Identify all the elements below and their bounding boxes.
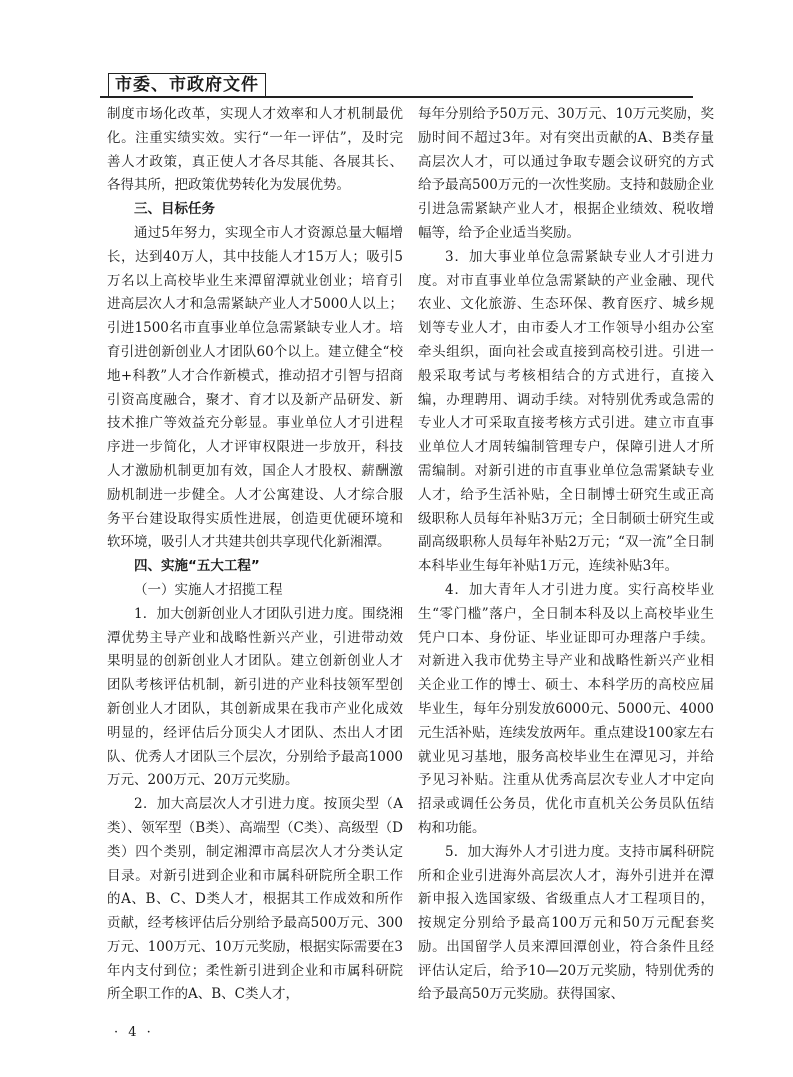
paragraph: （一）实施人才招揽工程 <box>134 581 283 598</box>
right-column <box>418 103 714 1023</box>
paragraph: 通过5年努力，实现全市人才资源总量大幅增长，达到40万人，其中技能人才15万人；吸引5万名以上高校毕业生来潭留潭就业创业；培育引进高层次人才和急需紧缺产业人才5000人以上；引进1500名市直事业单位急需紧缺专业人才。培育引进创新创业人才团队60个以上。建立健全“校地+科教”人才合作新模式，推动招才引智与招商引资高度融合，聚才、育才以及新产品研发、新技术推广等效益充分彰显。事业单位人才引进程序进一步简化，人才评审权限进一步放开，科技人才激励机制更加有效，国企人才股权、薪酬激励机制进一步健全。人才公寓建设、人才综合服务平台建设取得实质性进展，创造更优硬环境和软环境，吸引人才共建共创共享现代化新湘潭。 <box>107 224 403 551</box>
section-header-title: 市委、市政府文件 <box>108 73 266 97</box>
paragraph: 4．加大青年人才引进力度。实行高校毕业生“零门槛”落户，全日制本科及以上高校毕业生凭户口本、身份证、毕业证即可办理落户手续。对新进入我市优势主导产业和战略性新兴产业相关企业工作的博士、硕士、本科学历的高校应届毕业生，每年分别发放6000元、5000元、4000元生活补贴，连续发放两年。重点建设100家左右就业见习基地，服务高校毕业生在潭见习，并给予见习补贴。注重从优秀高层次专业人才中定向招录或调任公务员，优化市直机关公务员队伍结构和功能。 <box>418 581 714 836</box>
left-column <box>107 103 403 1023</box>
paragraph: 制度市场化改革，实现人才效率和人才机制最优化。注重实绩实效。实行“一年一评估”，及时完善人才政策，真正使人才各尽其能、各展其长、各得其所，把政策优势转化为发展优势。 <box>107 106 403 194</box>
paragraph: 1．加大创新创业人才团队引进力度。围绕湘潭优势主导产业和战略性新兴产业，引进带动效果明显的创新创业人才团队。建立创新创业人才团队考核评估机制，新引进的产业科技领军型创新创业人才团队，其创新成果在我市产业化成效明显的，经评估后分顶尖人才团队、杰出人才团队、优秀人才团队三个层次，分别给予最高1000万元、200万元、20万元奖励。 <box>107 605 403 789</box>
page-number: · 4 · <box>114 1025 154 1040</box>
paragraph: 5．加大海外人才引进力度。支持市属科研院所和企业引进海外高层次人才，海外引进并在潭新申报入选国家级、省级重点人才工程项目的，按规定分别给予最高100万元和50万元配套奖励。出国留学人员来潭回潭创业，符合条件且经评估认定后，给予10—20万元奖励，特别优秀的给予最高50万元奖励。获得国家、 <box>418 843 714 1003</box>
paragraph: 每年分别给予50万元、30万元、10万元奖励，奖励时间不超过3年。对有突出贡献的A、B类存量高层次人才，可以通过争取专题会议研究的方式给予最高500万元的一次性奖励。支持和鼓励企业引进急需紧缺产业人才，根据企业绩效、税收增幅等，给予企业适当奖励。 <box>418 106 714 241</box>
section-heading: 三、目标任务 <box>134 201 215 218</box>
paragraph: 3．加大事业单位急需紧缺专业人才引进力度。对市直事业单位急需紧缺的产业金融、现代农业、文化旅游、生态环保、教育医疗、城乡规划等专业人才，由市委人才工作领导小组办公室牵头组织，面向社会或直接到高校引进。引进一般采取考试与考核相结合的方式进行，直接入编，办理聘用、调动手续。对特别优秀或急需的专业人才可采取直接考核方式引进。建立市直事业单位人才周转编制管理专户，保障引进人才所需编制。对新引进的市直事业单位急需紧缺专业人才，给予生活补贴，全日制博士研究生或正高级职称人员每年补贴3万元；全日制硕士研究生或副高级职称人员每年补贴2万元；“双一流”全日制本科毕业生每年补贴1万元，连续补贴3年。 <box>418 248 714 575</box>
paragraph: 2．加大高层次人才引进力度。按顶尖型（A类）、领军型（B类）、高端型（C类）、高级型（D类）四个类别，制定湘潭市高层次人才分类认定目录。对新引进到企业和市属科研院所全职工作的A、B、C、D类人才，根据其工作成效和所作贡献，经考核评估后分别给予最高500万元、300万元、100万元、10万元奖励，根据实际需要在3年内支付到位；柔性新引进到企业和市属科研院所全职工作的A、B、C类人才， <box>107 796 403 1003</box>
section-heading: 四、实施“五大工程” <box>134 558 260 575</box>
